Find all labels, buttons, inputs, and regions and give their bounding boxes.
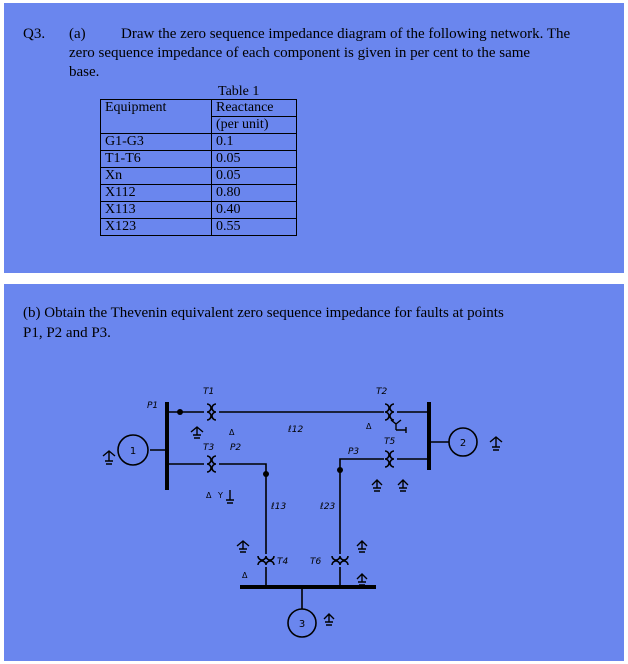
table-row: [101, 202, 297, 219]
equipment-cell: Xn: [101, 168, 212, 185]
question-number: Q3.: [23, 26, 46, 42]
t5-ground-y-icon: [372, 480, 382, 491]
t3-ground-icon: [226, 490, 234, 503]
reactance-cell: 0.40: [212, 202, 297, 219]
label-gen-1: 1: [129, 446, 137, 457]
header-equipment: Equipment: [101, 100, 212, 134]
fault-point-p3: [337, 467, 343, 473]
part-a-line2: zero sequence impedance of each component is given in per cent to the same: [69, 45, 531, 61]
reactance-cell: 0.55: [212, 219, 297, 236]
header-per-unit: (per unit): [212, 117, 297, 134]
equipment-cell: X123: [101, 219, 212, 236]
table-row: [101, 168, 297, 185]
t4-winding-secondary: [258, 561, 274, 565]
part-a-label: (a): [69, 26, 86, 42]
part-b-line2: P1, P2 and P3.: [23, 325, 111, 341]
table-row: [101, 151, 297, 168]
t1-winding-secondary: [212, 404, 216, 420]
label-t1: T1: [203, 387, 215, 397]
label-t4-delta: Δ: [242, 571, 248, 580]
reactance-cell: 0.80: [212, 185, 297, 202]
label-t6: T6: [310, 557, 322, 567]
network-diagram: [4, 284, 624, 661]
reactance-cell: 0.1: [212, 134, 297, 151]
line-13: [219, 464, 266, 554]
gen3-ground-icon: [324, 614, 334, 625]
label-p1: P1: [147, 401, 159, 411]
fault-point-p2: [263, 471, 269, 477]
t2-winding-secondary: [390, 404, 394, 420]
label-t2: T2: [376, 387, 388, 397]
t4-ground-icon: [237, 541, 249, 552]
equipment-cell: G1-G3: [101, 134, 212, 151]
fault-point-p1: [177, 409, 183, 415]
gen1-ground-icon: [103, 451, 115, 464]
t2-winding-primary: [385, 404, 389, 420]
reactance-table: [100, 99, 297, 236]
question-panel-a: [4, 3, 624, 273]
part-b-line1: (b) Obtain the Thevenin equivalent zero sequence impedance for faults at points: [23, 305, 504, 321]
label-gen-2: 2: [459, 438, 467, 449]
label-t2-delta: Δ: [366, 422, 372, 431]
t3-winding-primary: [207, 456, 211, 472]
table-row: [101, 185, 297, 202]
table-row: [101, 134, 297, 151]
label-t3-y: Y: [218, 491, 223, 500]
t4-winding-primary: [258, 556, 274, 560]
equipment-cell: T1-T6: [101, 151, 212, 168]
t1-ground-icon: [191, 427, 203, 438]
label-p2: P2: [230, 443, 242, 453]
line-23: [340, 459, 384, 554]
gen2-ground-icon: [490, 437, 502, 450]
equipment-cell: X112: [101, 185, 212, 202]
equipment-cell: X113: [101, 202, 212, 219]
t6-winding-secondary: [332, 561, 348, 565]
label-t3: T3: [203, 443, 215, 453]
header-reactance: Reactance: [212, 100, 297, 117]
t6-winding-primary: [332, 556, 348, 560]
t5-winding-secondary: [390, 451, 394, 467]
part-a-line3: base.: [69, 64, 100, 80]
part-a-line1: Draw the zero sequence impedance diagram of the following network. The: [121, 26, 571, 42]
t6-ground-y-icon: [357, 574, 367, 585]
label-gen-3: 3: [298, 619, 306, 630]
label-t5: T5: [384, 437, 396, 447]
question-panel-b: [4, 284, 624, 661]
table-header-row: [101, 100, 297, 117]
label-t3-delta: Δ: [206, 491, 212, 500]
table-row: [101, 219, 297, 236]
reactance-cell: 0.05: [212, 168, 297, 185]
t3-winding-secondary: [212, 456, 216, 472]
label-p3: P3: [348, 447, 360, 457]
label-t1-delta: Δ: [229, 428, 235, 437]
reactance-cell: 0.05: [212, 151, 297, 168]
t1-winding-primary: [207, 404, 211, 420]
t2-ground-icon: [391, 420, 406, 433]
t5-ground-icon: [398, 480, 408, 491]
label-line-13: ℓ13: [271, 502, 287, 512]
label-line-12: ℓ12: [288, 425, 304, 435]
table-caption: Table 1: [218, 84, 260, 99]
label-t4: T4: [277, 557, 289, 567]
t5-winding-primary: [385, 451, 389, 467]
t6-ground-icon: [357, 541, 367, 552]
label-line-23: ℓ23: [320, 502, 336, 512]
